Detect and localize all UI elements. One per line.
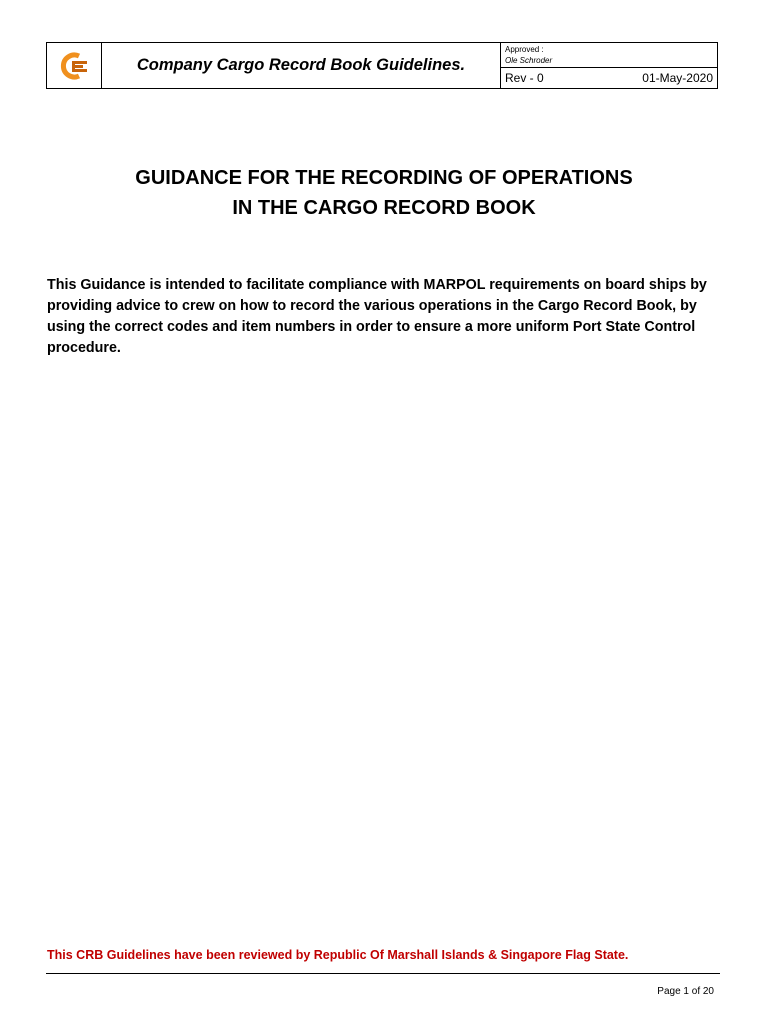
document-title: Company Cargo Record Book Guidelines. (102, 43, 501, 88)
approved-label: Approved : (505, 45, 544, 54)
revision-date: 01-May-2020 (642, 71, 713, 85)
approved-by: Ole Schroder (505, 56, 553, 65)
logo-cell (47, 43, 102, 88)
company-logo-icon (57, 51, 91, 81)
revision-row (501, 68, 717, 88)
intro-paragraph: This Guidance is intended to facilitate compliance with MARPOL requirements on board ships by providing advice to crew on how to record the various operations in the Cargo Record Book, by using the correct codes and item numbers in order to ensure a more uniform Port State Control procedure. (47, 277, 707, 356)
approval-meta (501, 43, 717, 88)
review-note: This CRB Guidelines have been reviewed by Republic Of Marshall Islands & Singapore Flag State. (47, 948, 629, 962)
document-header (46, 42, 718, 89)
footer-divider (46, 973, 720, 974)
approved-block (501, 43, 717, 68)
revision: Rev - 0 (505, 71, 544, 85)
page-heading (0, 163, 768, 223)
heading-line-2: IN THE CARGO RECORD BOOK (232, 197, 536, 219)
heading-line-1: GUIDANCE FOR THE RECORDING OF OPERATIONS (135, 167, 633, 189)
page-number: Page 1 of 20 (657, 986, 714, 997)
